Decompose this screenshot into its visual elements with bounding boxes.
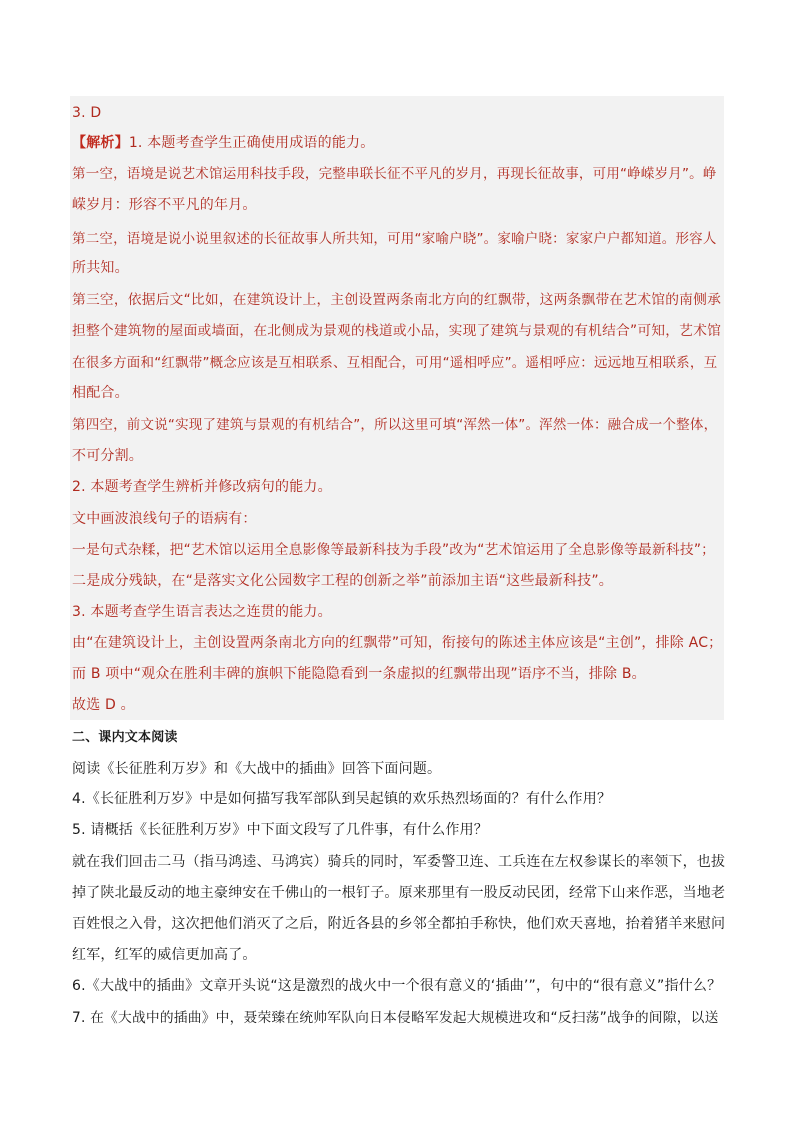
analysis-line: 担整个建筑物的屋面或墙面，在北侧成为景观的栈道或小品，实现了建筑与景观的有机结合”可知，艺术馆 (72, 323, 722, 339)
analysis-line: 而 B 项中“观众在胜利丰碑的旗帜下能隐隐看到一条虚拟的红飘带出现”语序不当，排除 B。 (72, 666, 646, 682)
answer-number: 3. D (72, 105, 102, 121)
question-line: 7. 在《大战中的插曲》中，聂荣臻在统帅军队向日本侵略军发起大规模进攻和“反扫荡”战争的间隙，以送 (72, 1010, 719, 1026)
question-line: 阅读《长征胜利万岁》和《大战中的插曲》回答下面问题。 (72, 761, 442, 777)
analysis-line: 二是成分残缺，在“是落实文化公园数字工程的创新之举”前添加主语“这些最新科技”。 (72, 573, 614, 589)
analysis-tag: 【解析】 (72, 135, 129, 151)
analysis-line: 第四空，前文说“实现了建筑与景观的有机结合”，所以这里可填“浑然一体”。浑然一体：融合成一个整体， (72, 417, 718, 433)
question-line: 4.《长征胜利万岁》中是如何描写我军部队到吴起镇的欢乐热烈场面的？有什么作用？ (72, 791, 612, 807)
analysis-line: 故选 D 。 (72, 697, 135, 713)
analysis-intro: 1. 本题考查学生正确使用成语的能力。 (128, 135, 375, 151)
analysis-line: 第三空，依据后文“比如，在建筑设计上，主创设置两条南北方向的红飘带，这两条飘带在艺术馆的南侧承 (72, 292, 722, 308)
analysis-line: 相配合。 (72, 385, 129, 401)
analysis-line: 3. 本题考查学生语言表达之连贯的能力。 (72, 604, 332, 620)
analysis-line: 第一空，语境是说艺术馆运用科技手段，完整串联长征不平凡的岁月，再现长征故事，可用“峥嵘岁月”。峥 (72, 166, 717, 182)
analysis-line: 文中画波浪线句子的语病有： (72, 511, 257, 527)
passage-line: 掉了陕北最反动的地主豪绅安在千佛山的一根钉子。原来那里有一股反动民团，经常下山来作恶，当地老 (72, 885, 726, 901)
analysis-line: 嵘岁月：形容不平凡的年月。 (72, 197, 257, 213)
passage-line: 红军，红军的威信更加高了。 (72, 947, 257, 963)
analysis-line: 2. 本题考查学生辨析并修改病句的能力。 (72, 479, 332, 495)
question-line: 5. 请概括《长征胜利万岁》中下面文段写了几件事，有什么作用？ (72, 822, 489, 838)
section-heading: 二、课内文本阅读 (72, 730, 178, 745)
passage-line: 就在我们回击二马（指马鸿逵、马鸿宾）骑兵的同时，军委警卫连、工兵连在左权参谋长的率领下，也拔 (72, 854, 726, 870)
passage-line: 百姓恨之入骨，这次把他们消灭了之后，附近各县的乡邻全都拍手称快，他们欢天喜地，抬着猪羊来慰问 (72, 916, 726, 932)
analysis-line: 不可分割。 (72, 448, 143, 464)
analysis-line: 在很多方面和“红飘带”概念应该是互相联系、互相配合，可用“遥相呼应”。遥相呼应：远远地互相联系，互 (72, 355, 718, 371)
answer-analysis-box (70, 96, 724, 720)
analysis-intro-line (72, 134, 374, 152)
question-line: 6.《大战中的插曲》文章开头说“这是激烈的战火中一个很有意义的‘插曲’”，句中的“很有意义”指什么？ (72, 978, 722, 994)
analysis-line: 第二空，语境是说小说里叙述的长征故事人所共知，可用“家喻户晓”。家喻户晓：家家户户都知道。形容人 (72, 231, 717, 247)
analysis-line: 所共知。 (72, 260, 129, 276)
analysis-line: 一是句式杂糅，把“艺术馆以运用全息影像等最新科技为手段”改为“艺术馆运用了全息影像等最新科技”； (72, 542, 716, 558)
analysis-line: 由“在建筑设计上，主创设置两条南北方向的红飘带”可知，衔接句的陈述主体应该是“主创”，排除 AC； (72, 635, 723, 651)
